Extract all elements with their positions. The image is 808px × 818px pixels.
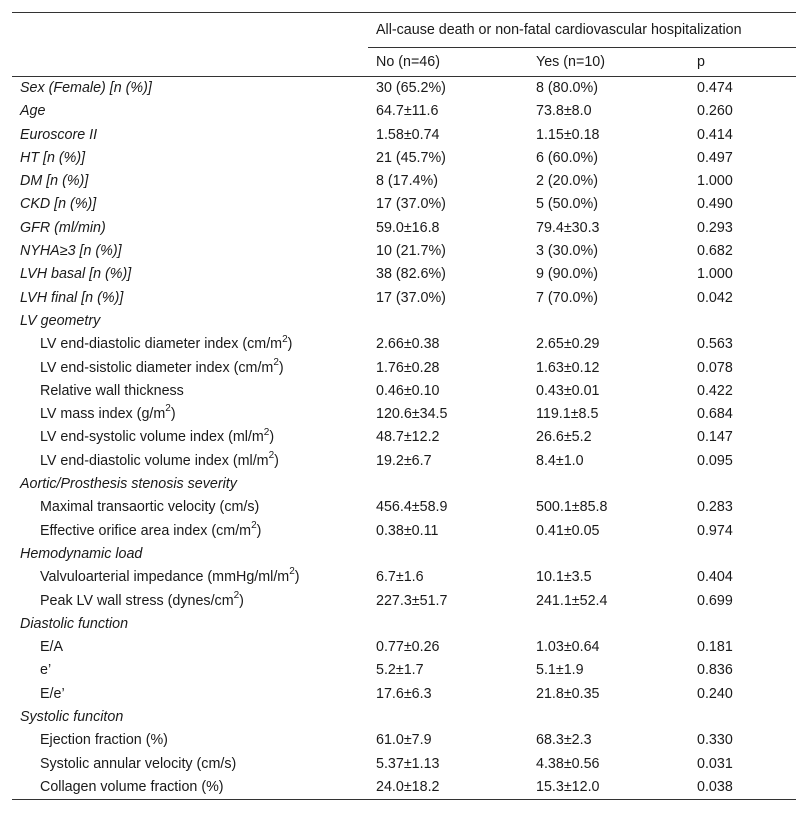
row-label: [12, 659, 368, 682]
table-row: [12, 77, 796, 101]
cell-yes: 1.15±0.18: [536, 126, 600, 143]
cell-no: 1.58±0.74: [376, 126, 440, 143]
table-row: [12, 590, 796, 613]
section-label: [12, 473, 796, 496]
cell-yes: 1.63±0.12: [536, 359, 600, 376]
cell-p: 0.293: [697, 219, 733, 236]
cell-yes: 7 (70.0%): [536, 289, 598, 306]
cell-yes: 8.4±1.0: [536, 452, 584, 469]
table-row: [12, 636, 796, 659]
cell-no: 64.7±11.6: [376, 103, 439, 120]
row-label-text: LV geometry: [20, 312, 101, 329]
table-row: [12, 776, 796, 800]
cell-no: 61.0±7.9: [376, 732, 432, 749]
cell-p: 0.490: [697, 196, 733, 213]
row-label: [12, 333, 368, 356]
cell-yes: 8 (80.0%): [536, 80, 598, 96]
cell-p: 0.404: [697, 569, 733, 586]
table-row: [12, 124, 796, 147]
cell-no: 227.3±51.7: [376, 592, 448, 609]
column-header-yes: Yes (n=10): [528, 48, 689, 77]
table-container: [12, 12, 796, 800]
cell-yes: 500.1±85.8: [536, 499, 608, 516]
row-label-text: Valvuloarterial impedance (mmHg/ml/m: [40, 569, 290, 586]
row-label-text: Effective orifice area index (cm/m: [40, 522, 252, 539]
row-label: [12, 147, 368, 170]
row-label-text: E/A: [40, 639, 64, 656]
row-label-text: Aortic/Prosthesis stenosis severity: [20, 476, 237, 493]
table-row: [12, 193, 796, 216]
row-label: [12, 357, 368, 380]
superscript: 2: [263, 426, 270, 438]
cell-p: 0.038: [689, 776, 796, 800]
table-row: [12, 753, 796, 776]
cell-no: 24.0±18.2: [368, 776, 528, 800]
table-row: [12, 450, 796, 473]
cell-yes: 0.43±0.01: [536, 382, 600, 399]
cell-yes: 0.41±0.05: [536, 522, 600, 539]
cell-p: 0.699: [697, 592, 733, 609]
cell-p: 0.078: [697, 359, 733, 376]
cell-no: 5.2±1.7: [376, 662, 424, 679]
cell-p: 0.260: [697, 103, 733, 120]
cell-yes: 5 (50.0%): [536, 196, 598, 213]
row-label-text: LV end-diastolic diameter index (cm/m: [40, 336, 283, 353]
cell-no: 19.2±6.7: [376, 452, 432, 469]
row-label-tail: ): [170, 406, 176, 423]
row-label: [12, 496, 368, 519]
cell-no: 8 (17.4%): [376, 173, 438, 190]
header-blank: [12, 48, 368, 77]
table-row: [12, 520, 796, 543]
section-label: [12, 543, 796, 566]
cell-yes: 5.1±1.9: [536, 662, 584, 679]
superscript: 2: [268, 449, 275, 461]
column-header-row: [12, 48, 796, 77]
row-label-text: Systolic annular velocity (cm/s): [40, 755, 237, 772]
row-label: [12, 450, 368, 473]
cell-p: 0.042: [697, 289, 733, 306]
superscript: 2: [289, 566, 295, 578]
cell-yes: 15.3±12.0: [528, 776, 689, 800]
cell-no: 48.7±12.2: [376, 429, 440, 446]
cell-yes: 9 (90.0%): [536, 266, 598, 283]
row-label: [12, 217, 368, 240]
superscript: 2: [251, 519, 257, 531]
table-row: [12, 729, 796, 752]
row-label-text: Diastolic function: [20, 615, 129, 632]
row-label: [12, 240, 368, 263]
table-row: [12, 100, 796, 123]
row-label-tail: ): [278, 359, 284, 376]
row-label: [12, 590, 368, 613]
cell-no: 59.0±16.8: [376, 219, 440, 236]
group-header-row: [12, 13, 796, 48]
row-label-text: Age: [20, 103, 46, 120]
cell-yes: 4.38±0.56: [536, 755, 600, 772]
row-label: [12, 100, 368, 123]
cell-p: 1.000: [697, 266, 733, 283]
row-label-text: LV end-diastolic volume index (ml/m: [40, 452, 269, 469]
row-label-text: GFR (ml/min): [20, 219, 106, 236]
cell-yes: 6 (60.0%): [536, 149, 598, 166]
row-label-text: Hemodynamic load: [20, 545, 143, 562]
cell-p: 0.095: [697, 452, 733, 469]
row-label: [12, 520, 368, 543]
row-label: [12, 77, 368, 101]
cell-no: 0.77±0.26: [376, 639, 440, 656]
cell-yes: 3 (30.0%): [536, 243, 598, 260]
row-label: [12, 426, 368, 449]
superscript: 2: [273, 356, 279, 368]
cell-no: 2.66±0.38: [376, 336, 440, 353]
row-label-tail: ): [294, 569, 300, 586]
row-label-text: Peak LV wall stress (dynes/cm: [40, 592, 234, 609]
cell-p: 0.684: [697, 406, 733, 423]
cell-no: 0.46±0.10: [376, 382, 440, 399]
cell-no: 17 (37.0%): [376, 289, 446, 306]
cell-yes: 21.8±0.35: [536, 685, 600, 702]
table-row: [12, 566, 796, 589]
section-label: [12, 706, 796, 729]
cell-no: 21 (45.7%): [376, 149, 446, 166]
cell-yes: 241.1±52.4: [536, 592, 608, 609]
superscript: 2: [282, 333, 288, 345]
cell-p: 0.974: [697, 522, 733, 539]
cell-p: 0.330: [697, 732, 733, 749]
cell-yes: 68.3±2.3: [536, 732, 592, 749]
row-label: [12, 170, 368, 193]
table-row: [12, 217, 796, 240]
row-label: [12, 287, 368, 310]
table-row: [12, 357, 796, 380]
row-label-tail: ): [274, 452, 279, 469]
table-body: [12, 77, 796, 800]
superscript: 2: [165, 403, 171, 415]
row-label: [12, 729, 368, 752]
row-label-text: Relative wall thickness: [40, 382, 184, 399]
row-label-text: CKD [n (%)]: [20, 196, 97, 213]
cell-p: 0.422: [697, 382, 733, 399]
column-header-p: p: [689, 48, 796, 77]
cell-yes: 79.4±30.3: [536, 219, 600, 236]
cell-p: 0.497: [697, 149, 733, 166]
row-label-tail: ): [239, 592, 244, 609]
row-label: [12, 403, 368, 426]
cell-yes: 119.1±8.5: [536, 406, 599, 423]
cell-p: 0.474: [697, 80, 733, 96]
row-label-text: Systolic funciton: [20, 709, 124, 726]
row-label-text: Euroscore II: [20, 126, 98, 143]
table-row: [12, 263, 796, 286]
cell-p: 0.031: [697, 755, 733, 772]
cell-p: 0.240: [697, 685, 733, 702]
row-label: [12, 636, 368, 659]
cell-no: 38 (82.6%): [376, 266, 446, 283]
superscript: 2: [233, 589, 240, 601]
table-row: [12, 683, 796, 706]
cell-p: 1.000: [697, 173, 733, 190]
cell-no: 5.37±1.13: [376, 755, 440, 772]
cell-yes: 73.8±8.0: [536, 103, 592, 120]
cell-yes: 2.65±0.29: [536, 336, 600, 353]
cell-yes: 10.1±3.5: [536, 569, 592, 586]
row-label-text: DM [n (%)]: [20, 173, 89, 190]
cell-p: 0.283: [697, 499, 733, 516]
table-row: [12, 403, 796, 426]
table-row: [12, 170, 796, 193]
cell-no: 1.76±0.28: [376, 359, 440, 376]
row-label-text: HT [n (%)]: [20, 149, 86, 166]
cell-p: 0.147: [697, 429, 733, 446]
table-row: [12, 659, 796, 682]
row-label-text: LV end-systolic volume index (ml/m: [40, 429, 264, 446]
section-row: [12, 473, 796, 496]
row-label-tail: ): [269, 429, 275, 446]
cell-no: 10 (21.7%): [376, 243, 446, 260]
row-label-text: Collagen volume fraction (%): [40, 778, 224, 795]
row-label: [12, 263, 368, 286]
row-label-text: LVH basal [n (%)]: [20, 266, 132, 283]
cell-p: 0.181: [697, 639, 733, 656]
row-label-text: Ejection fraction (%): [40, 732, 168, 749]
section-label: [12, 613, 796, 636]
row-label: [12, 380, 368, 403]
cell-p: 0.414: [697, 126, 733, 143]
row-label-text: E/e’: [40, 685, 65, 702]
row-label: [12, 776, 368, 800]
section-label: [12, 310, 796, 333]
section-row: [12, 706, 796, 729]
outcome-comparison-table: [12, 12, 796, 800]
row-label: [12, 753, 368, 776]
table-row: [12, 333, 796, 356]
row-label-text: LV mass index (g/m: [40, 406, 166, 423]
group-header: All-cause death or non-fatal cardiovascular hospitalization: [368, 13, 796, 48]
row-label-tail: ): [256, 522, 262, 539]
row-label-text: NYHA≥3 [n (%)]: [20, 243, 122, 260]
cell-no: 120.6±34.5: [376, 406, 448, 423]
row-label-tail: ): [287, 336, 293, 353]
cell-no: 17.6±6.3: [376, 685, 432, 702]
header-corner: [12, 13, 368, 48]
cell-yes: 1.03±0.64: [536, 639, 600, 656]
row-label-text: LV end-sistolic diameter index (cm/m: [40, 359, 274, 376]
cell-p: 0.563: [697, 336, 733, 353]
cell-no: 30 (65.2%): [376, 80, 446, 96]
cell-yes: 2 (20.0%): [536, 173, 598, 190]
cell-yes: 26.6±5.2: [536, 429, 592, 446]
row-label-text: Sex (Female) [n (%)]: [20, 80, 152, 96]
table-row: [12, 426, 796, 449]
table-row: [12, 287, 796, 310]
table-row: [12, 147, 796, 170]
column-header-no: No (n=46): [368, 48, 528, 77]
row-label: [12, 193, 368, 216]
row-label: [12, 566, 368, 589]
cell-no: 0.38±0.11: [376, 522, 439, 539]
section-row: [12, 543, 796, 566]
row-label: [12, 683, 368, 706]
row-label-text: Maximal transaortic velocity (cm/s): [40, 499, 260, 516]
table-row: [12, 240, 796, 263]
section-row: [12, 310, 796, 333]
cell-p: 0.682: [697, 243, 733, 260]
table-row: [12, 380, 796, 403]
cell-no: 17 (37.0%): [376, 196, 446, 213]
cell-p: 0.836: [697, 662, 733, 679]
row-label: [12, 124, 368, 147]
section-row: [12, 613, 796, 636]
row-label-text: e’: [40, 662, 52, 679]
cell-no: 6.7±1.6: [376, 569, 424, 586]
row-label-text: LVH final [n (%)]: [20, 289, 124, 306]
cell-no: 456.4±58.9: [376, 499, 448, 516]
table-row: [12, 496, 796, 519]
